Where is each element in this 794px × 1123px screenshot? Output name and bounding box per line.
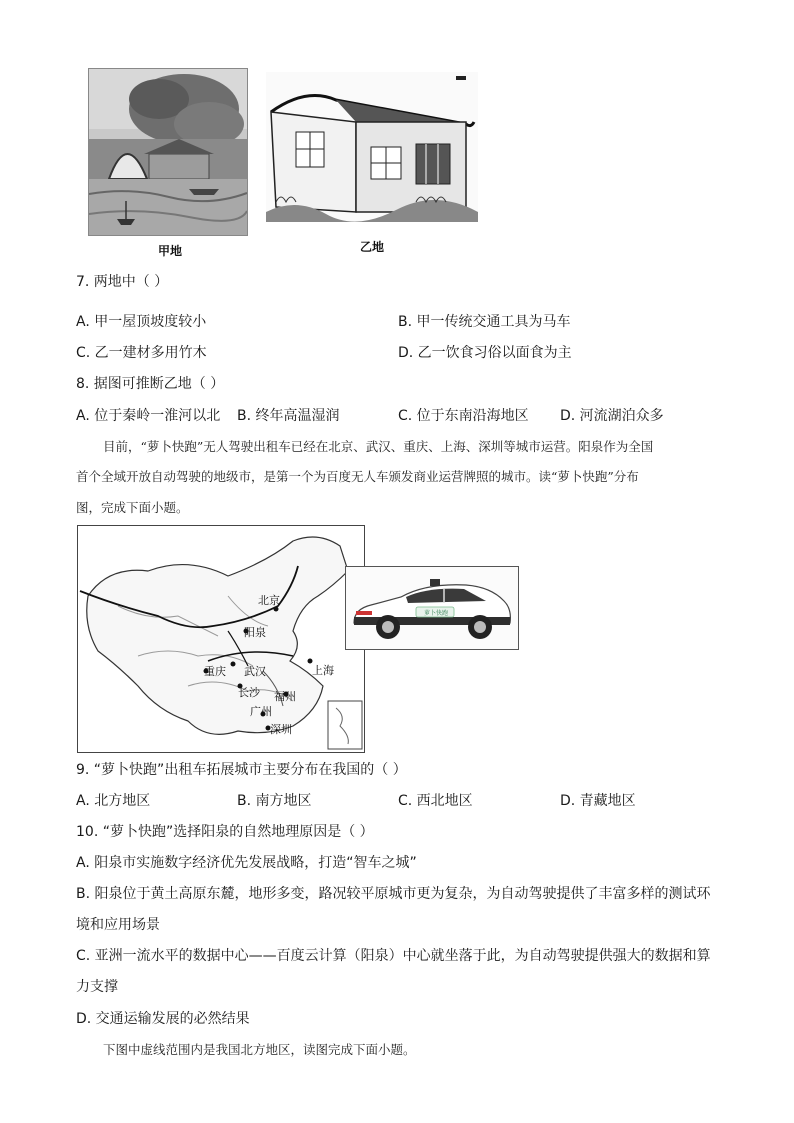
map-label-fuzhou: 福州 [274, 690, 296, 703]
q10-option-c-line1: C. 亚洲一流水平的数据中心——百度云计算（阳泉）中心就坐落于此，为自动驾驶提供强大的数据和算 [76, 948, 711, 964]
q9-option-a: A. 北方地区 [76, 793, 151, 809]
q8-option-a: A. 位于秦岭一淮河以北 [76, 408, 221, 424]
q10-option-d: D. 交通运输发展的必然结果 [76, 1011, 250, 1027]
q9-stem: 9. “萝卜快跑”出租车拓展城市主要分布在我国的（ ） [76, 762, 407, 778]
q8-option-c: C. 位于东南沿海地区 [398, 408, 529, 424]
yi-photo [266, 72, 478, 222]
q10-option-c-line2: 力支撑 [76, 979, 118, 995]
outro-text: 下图中虚线范围内是我国北方地区，读图完成下面小题。 [103, 1042, 416, 1057]
q10-option-b-line1: B. 阳泉位于黄土高原东麓，地形多变，路况较平原城市更为复杂，为自动驾驶提供了丰富多样的测试环 [76, 886, 711, 902]
q7-option-c: C. 乙一建材多用竹木 [76, 345, 207, 361]
map-label-guangzhou: 广州 [250, 705, 272, 718]
q7-option-d: D. 乙一饮食习俗以面食为主 [398, 345, 572, 361]
intro-line-1: 目前，“萝卜快跑”无人驾驶出租车已经在北京、武汉、重庆、上海、深圳等城市运营。阳泉作为全国 [103, 439, 654, 454]
distribution-map [77, 525, 365, 753]
intro-line-3: 图，完成下面小题。 [76, 500, 189, 515]
q10-option-a: A. 阳泉市实施数字经济优先发展战略，打造“智车之城” [76, 855, 417, 871]
jia-photo [88, 68, 248, 236]
q7-stem: 7. 两地中（ ） [76, 274, 169, 290]
q9-option-d: D. 青藏地区 [560, 793, 636, 809]
q8-stem: 8. 据图可推断乙地（ ） [76, 376, 225, 392]
q7-option-a: A. 甲一屋顶坡度较小 [76, 314, 207, 330]
map-label-chongqing: 重庆 [204, 665, 226, 678]
map-label-yangquan: 阳泉 [244, 626, 266, 639]
car-brand-label: 萝卜快跑 [424, 610, 449, 617]
jia-sketch [89, 69, 247, 235]
map-label-beijing: 北京 [258, 594, 280, 607]
yi-caption: 乙地 [360, 240, 385, 254]
q10-option-b-line2: 境和应用场景 [76, 917, 160, 933]
q8-option-b: B. 终年高温湿润 [237, 408, 340, 424]
q9-option-b: B. 南方地区 [237, 793, 312, 809]
intro-line-2: 首个全域开放自动驾驶的地级市，是第一个为百度无人车颁发商业运营牌照的城市。读“萝卜快跑”分布 [76, 469, 639, 484]
jia-caption: 甲地 [158, 244, 183, 258]
q9-option-c: C. 西北地区 [398, 793, 473, 809]
map-label-changsha: 长沙 [238, 686, 260, 699]
q7-option-b: B. 甲一传统交通工具为马车 [398, 314, 571, 330]
map-label-shenzhen: 深圳 [270, 723, 292, 736]
q8-option-d: D. 河流湖泊众多 [560, 408, 664, 424]
q10-stem: 10. “萝卜快跑”选择阳泉的自然地理原因是（ ） [76, 824, 374, 840]
china-outline [78, 526, 364, 752]
robotaxi-photo [345, 566, 519, 650]
map-label-shanghai: 上海 [312, 664, 334, 677]
yi-sketch [266, 72, 478, 222]
map-label-wuhan: 武汉 [244, 665, 266, 678]
